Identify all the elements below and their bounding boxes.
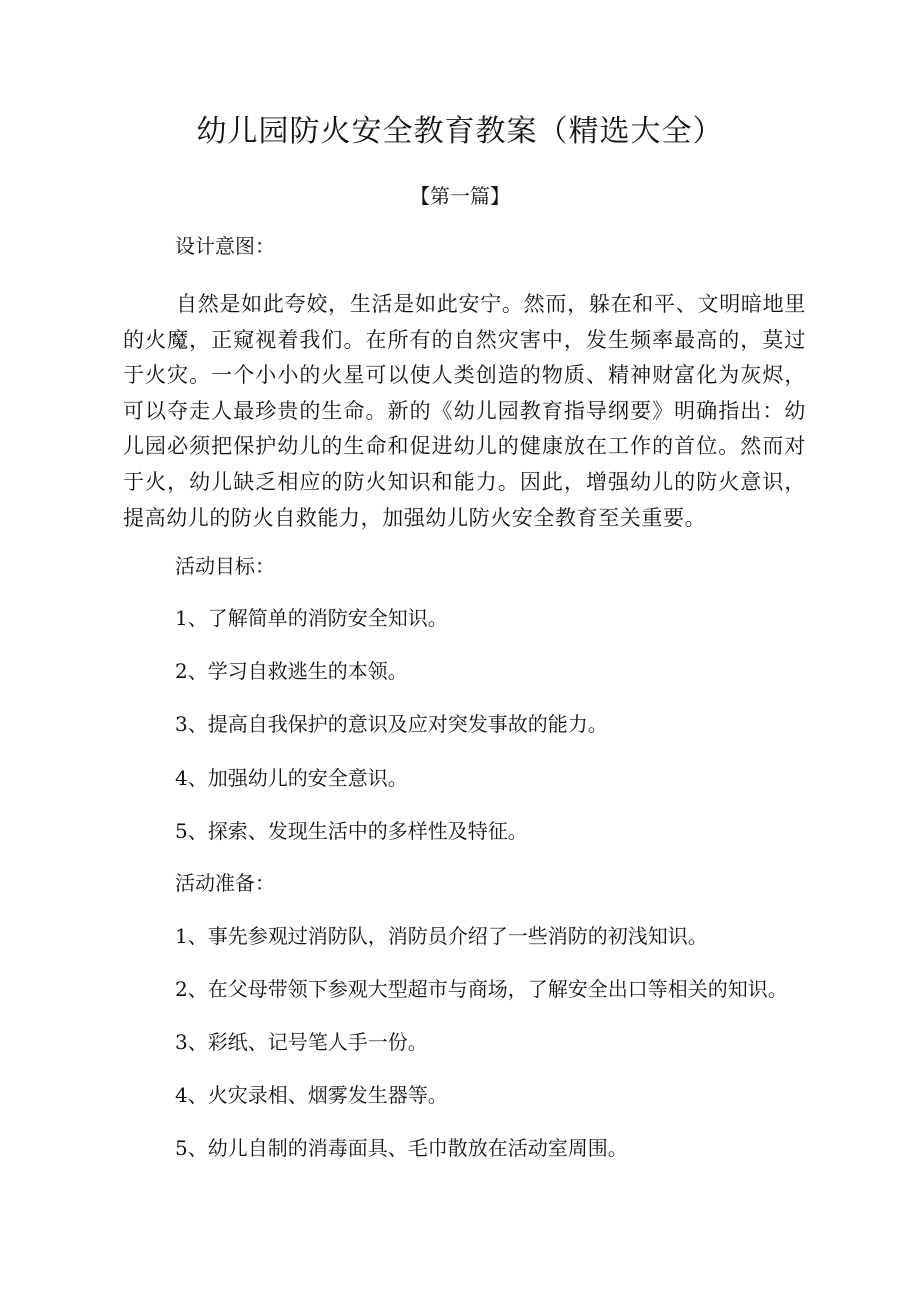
prep-item-2: 2、在父母带领下参观大型超市与商场，了解安全出口等相关的知识。 bbox=[175, 977, 788, 1001]
goal-item-5: 5、探索、发现生活中的多样性及特征。 bbox=[175, 819, 528, 843]
section-heading: 【第一篇】 bbox=[410, 184, 510, 208]
goals-label: 活动目标： bbox=[175, 554, 275, 578]
prep-item-1: 1、事先参观过消防队，消防员介绍了一些消防的初浅知识。 bbox=[175, 924, 708, 948]
prep-item-4: 4、火灾录相、烟雾发生器等。 bbox=[175, 1083, 448, 1107]
design-intent-paragraph: 自然是如此夸姣，生活是如此安宁。然而，躲在和平、文明暗地里的火魔，正窥视着我们。在所有的自然灾害中，发生频率最高的，莫过于火灾。一个小小的火星可以使人类创造的物质、精神财富化为灰烬，可以夺走人最珍贵的生命。新的《幼儿园教育指导纲要》明确指出：幼儿园必须把保护幼儿的生命和促进幼儿的健康放在工作的首位。然而对于火，幼儿缺乏相应的防火知识和能力。因此，增强幼儿的防火意识，提高幼儿的防火自救能力，加强幼儿防火安全教育至关重要。 bbox=[123, 292, 806, 530]
document-title: 幼儿园防火安全教育教案（精选大全） bbox=[196, 114, 724, 149]
goal-item-2: 2、学习自救逃生的本领。 bbox=[175, 659, 408, 683]
prep-label: 活动准备： bbox=[175, 871, 275, 895]
goal-item-3: 3、提高自我保护的意识及应对突发事故的能力。 bbox=[175, 712, 608, 736]
design-intent-label: 设计意图： bbox=[175, 234, 275, 258]
prep-item-5: 5、幼儿自制的消毒面具、毛巾散放在活动室周围。 bbox=[175, 1136, 628, 1160]
goal-item-1: 1、了解简单的消防安全知识。 bbox=[175, 606, 448, 630]
goal-item-4: 4、加强幼儿的安全意识。 bbox=[175, 766, 408, 790]
prep-item-3: 3、彩纸、记号笔人手一份。 bbox=[175, 1030, 428, 1054]
